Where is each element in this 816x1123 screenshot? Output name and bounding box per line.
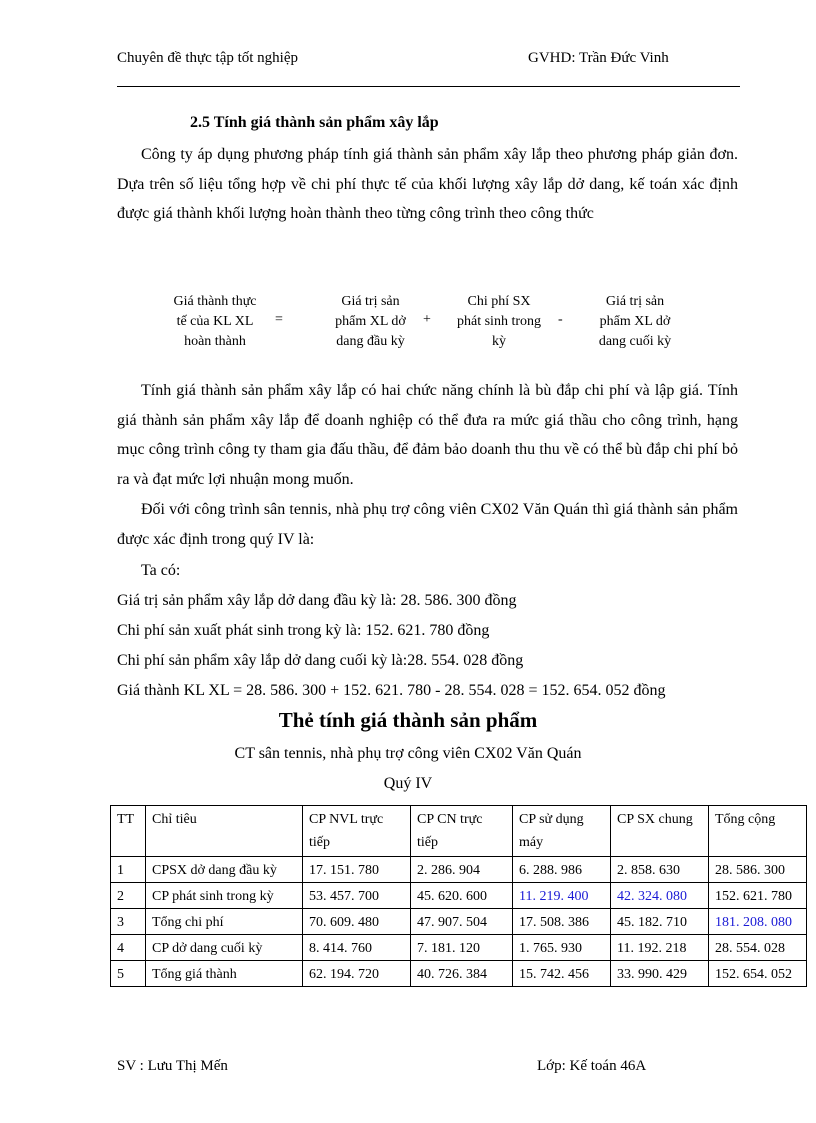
table-cell: 15. 742. 456 xyxy=(513,961,611,987)
table-cell: 17. 508. 386 xyxy=(513,909,611,935)
formula-term-closing-wip: Giá trị sản phẩm XL dở dang cuối kỳ xyxy=(598,294,672,349)
table-row xyxy=(111,935,807,961)
col-header-tt: TT xyxy=(111,806,146,857)
table-cell: 45. 620. 600 xyxy=(411,883,513,909)
table-cell: 11. 192. 218 xyxy=(611,935,709,961)
table-cell: CPSX dở dang đầu kỳ xyxy=(146,857,303,883)
table-cell: Tổng giá thành xyxy=(146,961,303,987)
table-cell: 6. 288. 986 xyxy=(513,857,611,883)
formula-equals: = xyxy=(275,312,283,327)
table-cell: 2. 286. 904 xyxy=(411,857,513,883)
table-cell: 45. 182. 710 xyxy=(611,909,709,935)
paragraph-method: Công ty áp dụng phương pháp tính giá thành sản phẩm xây lắp theo phương pháp giản đơn. Dựa trên số liệu tổng hợp về chi phí thực tế của khối lượng xây lắp dở dang, kế toán xác định được giá thành khối lượng hoàn thành theo từng công trình theo công thức xyxy=(117,146,738,222)
table-header-row xyxy=(111,806,807,857)
col-header-total: Tổng cộng xyxy=(709,806,807,857)
col-header-item: Chỉ tiêu xyxy=(146,806,303,857)
paragraph-project: Đối với công trình sân tennis, nhà phụ trợ công viên CX02 Văn Quán thì giá thành sản phẩm được xác định trong quý IV là: xyxy=(117,501,738,548)
table-cell-highlighted: 11. 219. 400 xyxy=(513,883,611,909)
table-cell: 70. 609. 480 xyxy=(303,909,411,935)
cost-table xyxy=(110,805,807,987)
table-cell: 152. 654. 052 xyxy=(709,961,807,987)
table-subtitle: CT sân tennis, nhà phụ trợ công viên CX02 Văn Quán xyxy=(234,745,582,762)
table-cell: 33. 990. 429 xyxy=(611,961,709,987)
we-have-label: Ta có: xyxy=(141,562,181,579)
table-row xyxy=(111,909,807,935)
table-cell: 2. 858. 630 xyxy=(611,857,709,883)
header-document-title: Chuyên đề thực tập tốt nghiệp xyxy=(117,50,299,66)
table-cell: 17. 151. 780 xyxy=(303,857,411,883)
formula-term-period-cost: Chi phí SX phát sinh trong kỳ xyxy=(457,294,541,349)
table-cell-highlighted: 42. 324. 080 xyxy=(611,883,709,909)
table-cell: 1 xyxy=(111,857,146,883)
table-cell: 47. 907. 504 xyxy=(411,909,513,935)
line-opening-wip: Giá trị sản phẩm xây lắp dở dang đầu kỳ là: 28. 586. 300 đồng xyxy=(117,592,517,609)
line-closing-wip: Chi phí sản phẩm xây lắp dở dang cuối kỳ là:28. 554. 028 đồng xyxy=(117,652,524,669)
table-row xyxy=(111,883,807,909)
table-cell: 152. 621. 780 xyxy=(709,883,807,909)
table-cell: 40. 726. 384 xyxy=(411,961,513,987)
table-cell: 62. 194. 720 xyxy=(303,961,411,987)
header-supervisor: GVHD: Trần Đức Vinh xyxy=(528,50,669,66)
table-row xyxy=(111,961,807,987)
section-title: 2.5 Tính giá thành sản phẩm xây lắp xyxy=(190,114,439,131)
table-cell: 28. 554. 028 xyxy=(709,935,807,961)
table-cell: 2 xyxy=(111,883,146,909)
formula-plus: + xyxy=(423,312,431,327)
col-header-overhead: CP SX chung xyxy=(611,806,709,857)
footer-student: SV : Lưu Thị Mến xyxy=(117,1058,228,1074)
line-total-cost: Giá thành KL XL = 28. 586. 300 + 152. 621. 780 - 28. 554. 028 = 152. 654. 052 đồng xyxy=(117,682,666,699)
line-period-cost: Chi phí sản xuất phát sinh trong kỳ là: 152. 621. 780 đồng xyxy=(117,622,490,639)
table-cell: 4 xyxy=(111,935,146,961)
table-cell: CP phát sinh trong kỳ xyxy=(146,883,303,909)
table-cell: 1. 765. 930 xyxy=(513,935,611,961)
table-cell: 7. 181. 120 xyxy=(411,935,513,961)
table-cell: 53. 457. 700 xyxy=(303,883,411,909)
table-cell: 3 xyxy=(111,909,146,935)
col-header-machine: CP sử dụng máy xyxy=(513,806,611,857)
formula-term-completed-cost: Giá thành thực tế của KL XL hoàn thành xyxy=(173,294,257,349)
col-header-material: CP NVL trực tiếp xyxy=(303,806,411,857)
table-cell-highlighted: 181. 208. 080 xyxy=(709,909,807,935)
table-row xyxy=(111,857,807,883)
table-cell: 5 xyxy=(111,961,146,987)
table-cell: CP dở dang cuối kỳ xyxy=(146,935,303,961)
paragraph-purpose: Tính giá thành sản phẩm xây lắp có hai chức năng chính là bù đắp chi phí và lập giá. Tính giá thành sản phẩm xây lắp để doanh nghiệp có thể đưa ra mức giá thầu cho công trình, hạng mục công trình công ty tham gia đấu thầu, để đảm bảo doanh thu thu về có thể bù đắp chi phí bỏ ra và đạt mức lợi nhuận mong muốn. xyxy=(117,382,738,488)
table-title: Thẻ tính giá thành sản phẩm xyxy=(278,708,538,732)
table-period: Quý IV xyxy=(383,775,433,792)
formula-term-opening-wip: Giá trị sản phẩm XL dở dang đầu kỳ xyxy=(335,294,406,349)
formula-minus: - xyxy=(558,312,563,327)
col-header-labor: CP CN trực tiếp xyxy=(411,806,513,857)
table-cell: 28. 586. 300 xyxy=(709,857,807,883)
table-cell: 8. 414. 760 xyxy=(303,935,411,961)
table-cell: Tổng chi phí xyxy=(146,909,303,935)
footer-class: Lớp: Kế toán 46A xyxy=(537,1058,647,1074)
header-divider xyxy=(117,86,740,87)
